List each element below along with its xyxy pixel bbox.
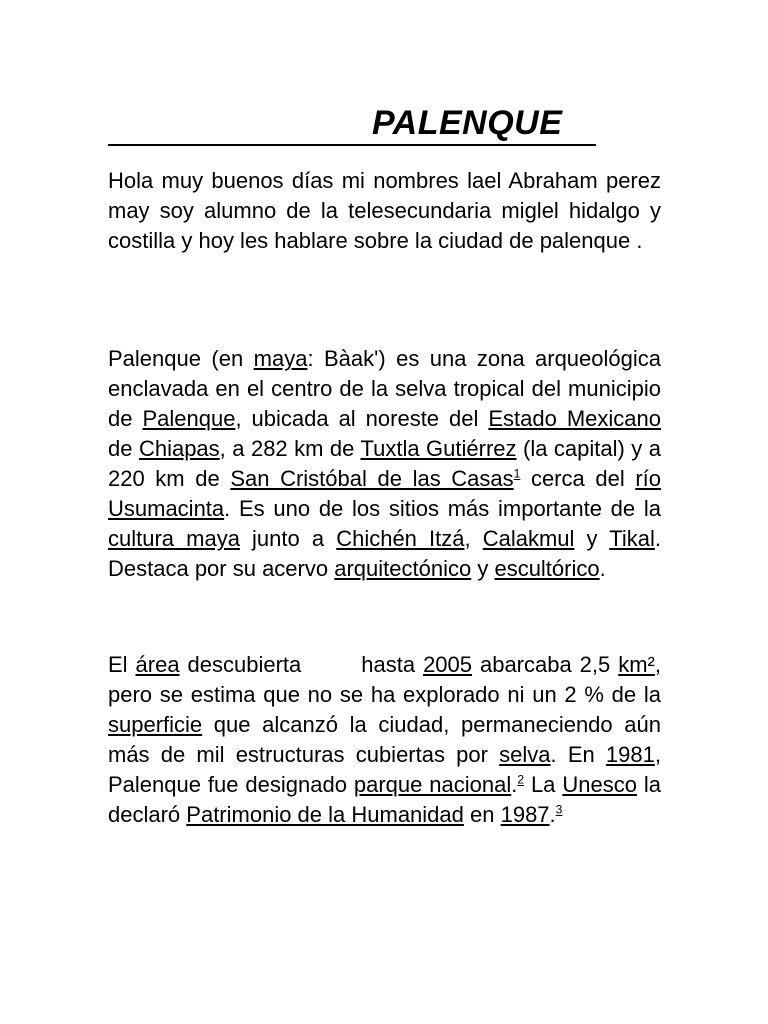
page-title: PALENQUE: [372, 104, 563, 142]
link-calakmul[interactable]: Calakmul: [482, 526, 575, 551]
link-parque-nacional[interactable]: parque nacional: [353, 772, 512, 797]
text-segment: la declaró: [108, 772, 661, 827]
text-segment: .: [549, 802, 556, 827]
history-paragraph: [108, 650, 661, 830]
text-segment: (la capital) y a 220 km de: [108, 436, 662, 491]
link-escultorico[interactable]: escultórico: [494, 556, 600, 581]
text-segment: cerca del: [520, 466, 636, 491]
footnote-link-3[interactable]: 3: [555, 802, 563, 817]
text-segment: de: [108, 436, 139, 461]
text-segment: y: [471, 556, 495, 581]
link-arquitectonico[interactable]: arquitectónico: [334, 556, 472, 581]
link-palenque[interactable]: Palenque: [142, 406, 236, 431]
footnote-link-2[interactable]: 2: [517, 772, 525, 787]
link-selva[interactable]: selva: [499, 742, 551, 767]
link-tuxtla-gutierrez[interactable]: Tuxtla Gutiérrez: [360, 436, 517, 461]
text-segment: .: [599, 556, 606, 581]
text-segment: Palenque (en: [108, 346, 254, 371]
text-segment: , Palenque fue designado: [108, 742, 661, 797]
text-segment: abarcaba 2,5: [472, 652, 619, 677]
link-unesco[interactable]: Unesco: [562, 772, 637, 797]
link-superficie[interactable]: superficie: [108, 712, 203, 737]
text-segment: La: [524, 772, 563, 797]
link-rio-usumacinta[interactable]: río Usumacinta: [108, 466, 661, 521]
description-paragraph: [108, 344, 661, 584]
link-san-cristobal[interactable]: San Cristóbal de las Casas: [230, 466, 514, 491]
link-km2[interactable]: km²: [618, 652, 655, 677]
link-1987[interactable]: 1987: [500, 802, 550, 827]
link-cultura-maya[interactable]: cultura maya: [108, 526, 240, 551]
link-2005[interactable]: 2005: [423, 652, 473, 677]
text-segment: hasta: [361, 652, 424, 677]
text-segment: . En: [550, 742, 606, 767]
link-estado-mexicano[interactable]: Estado Mexicano: [488, 406, 661, 431]
text-segment: en: [463, 802, 501, 827]
text-segment: , ubicada al noreste del: [235, 406, 489, 431]
text-segment: descubierta: [179, 652, 302, 677]
text-segment: : Bàak') es una zona arqueológica enclavada en el centro de la selva tropical del municipio de: [108, 346, 661, 431]
link-area[interactable]: área: [135, 652, 180, 677]
text-segment: .: [511, 772, 518, 797]
text-segment: ,: [464, 526, 483, 551]
text-segment: . Es uno de los sitios más importante de la: [224, 496, 661, 521]
link-chichen-itza[interactable]: Chichén Itzá: [336, 526, 465, 551]
link-tikal[interactable]: Tikal: [609, 526, 655, 551]
link-patrimonio-humanidad[interactable]: Patrimonio de la Humanidad: [186, 802, 464, 827]
text-segment: . Destaca por su acervo: [108, 526, 661, 581]
link-1981[interactable]: 1981: [605, 742, 655, 767]
footnote-ref-3[interactable]: [556, 803, 563, 817]
link-maya[interactable]: maya: [253, 346, 308, 371]
footnote-link-1[interactable]: 1: [513, 466, 521, 481]
text-segment: , a 282 km de: [219, 436, 361, 461]
text-segment: junto a: [239, 526, 337, 551]
intro-paragraph: Hola muy buenos días mi nombres lael Abraham perez may soy alumno de la telesecundaria miglel hidalgo y costilla y hoy les hablare sobre la ciudad de palenque .: [108, 168, 661, 253]
link-chiapas[interactable]: Chiapas: [138, 436, 220, 461]
text-segment: El: [108, 652, 136, 677]
text-segment: que alcanzó la ciudad, permaneciendo aún más de mil estructuras cubiertas por: [108, 712, 661, 767]
text-segment: , pero se estima que no se ha explorado ni un 2 % de la: [108, 652, 661, 707]
text-segment: y: [574, 526, 610, 551]
